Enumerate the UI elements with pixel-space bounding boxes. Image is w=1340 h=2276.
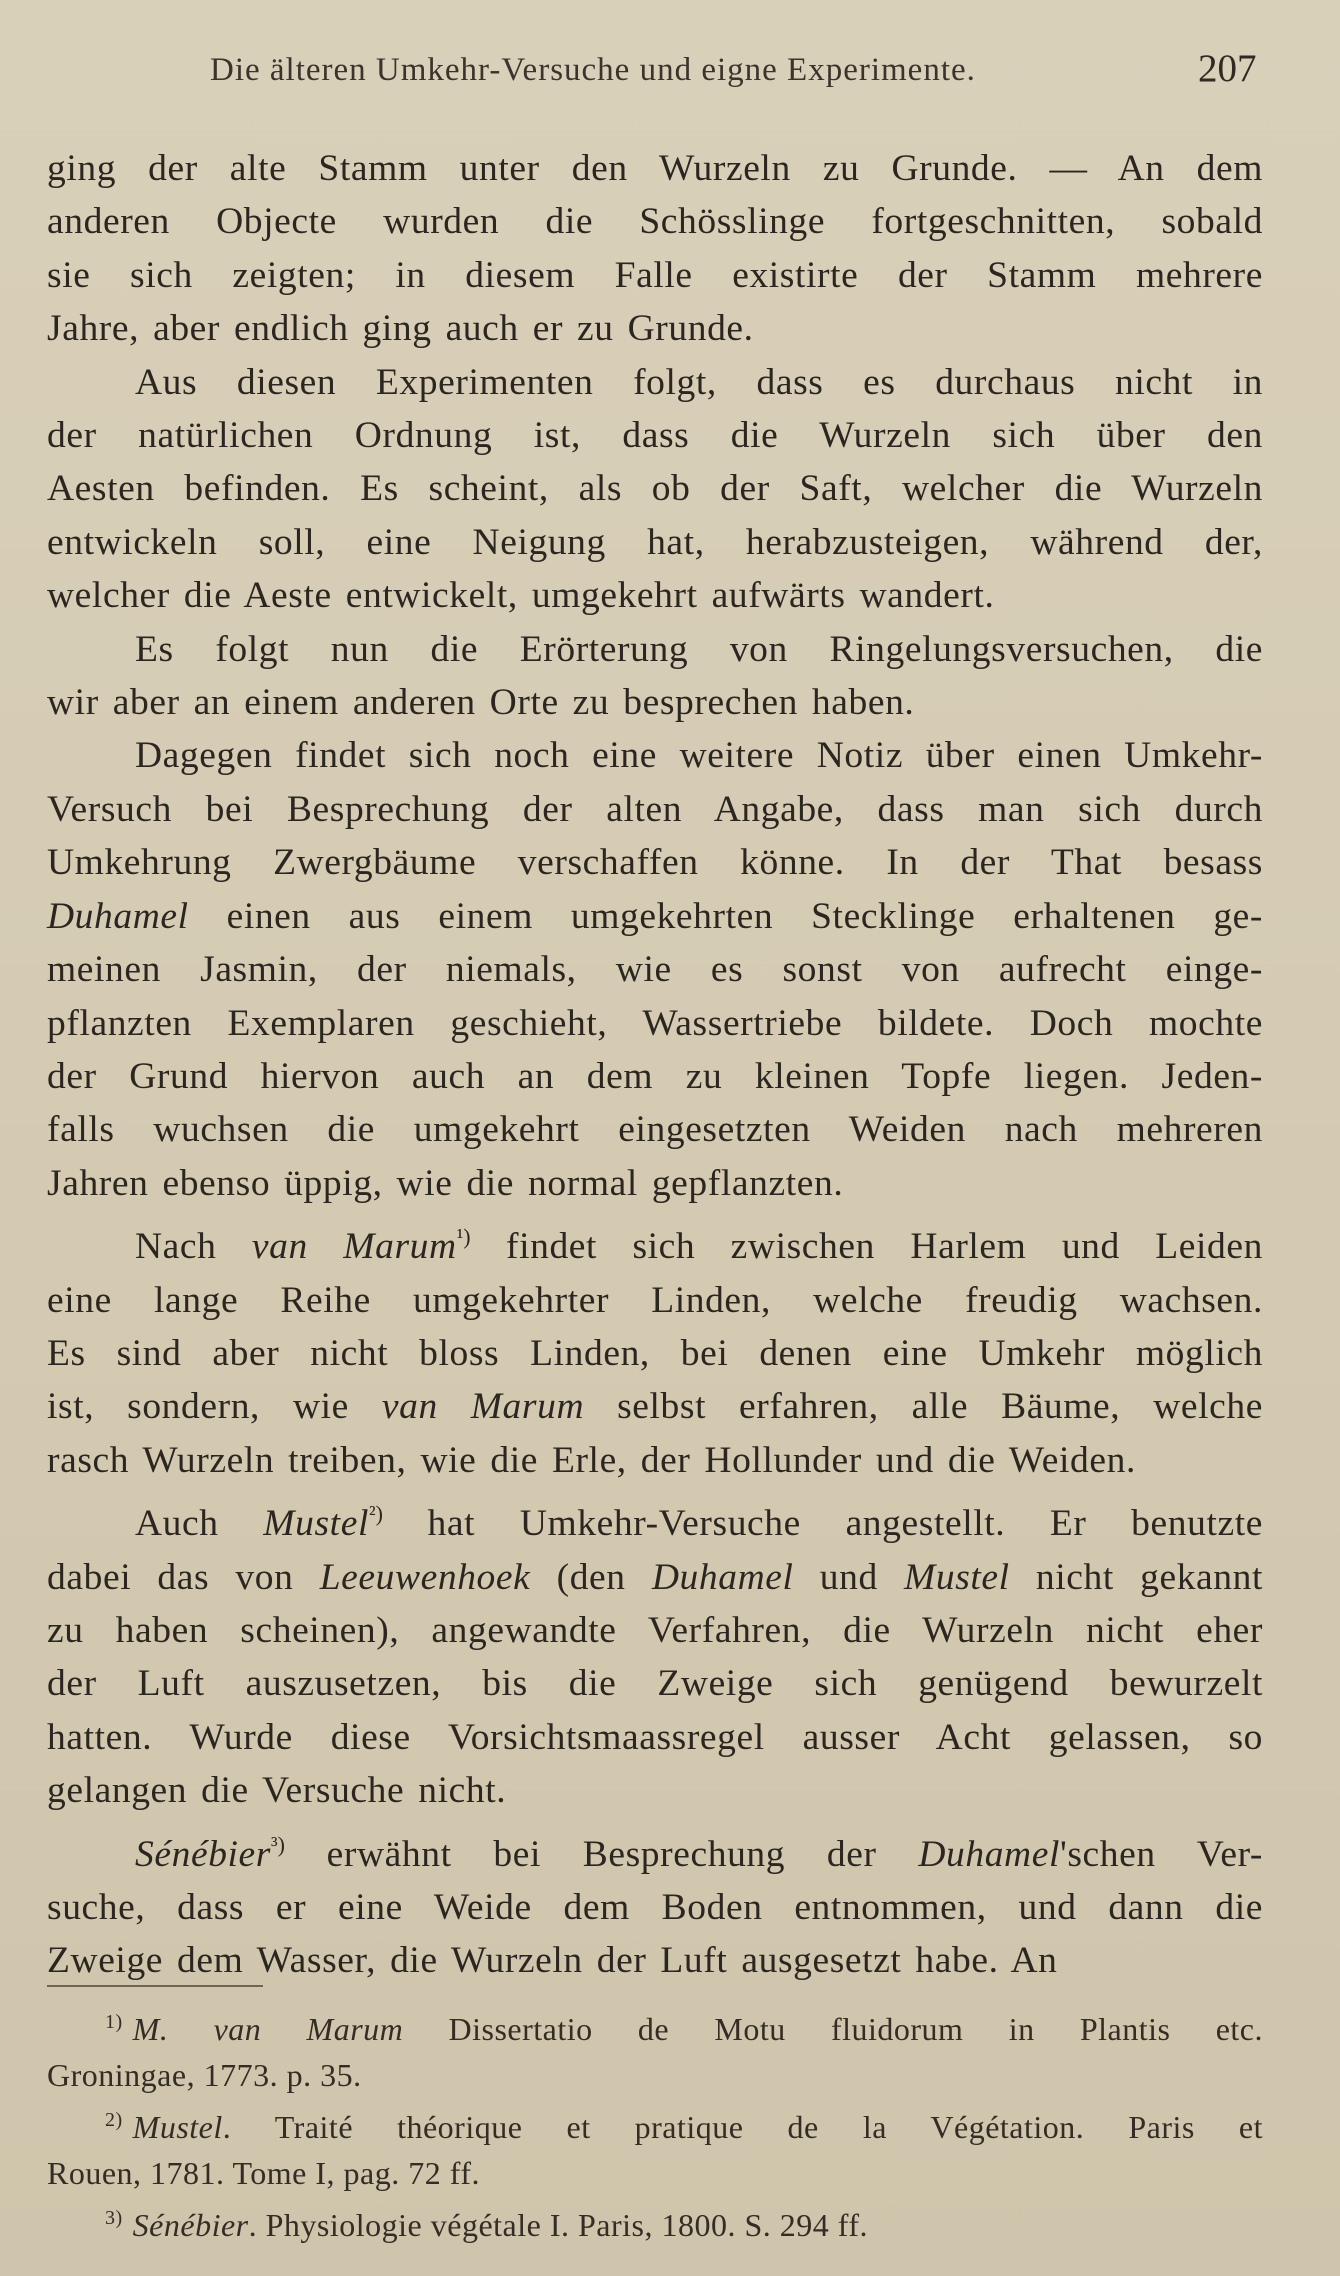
text-line: dabei das von Leeuwenhoek (den Duhamel und Mustel nicht gekannt <box>47 1556 1264 1598</box>
text-line: Duhamel einen aus einem umgekehrten Stecklinge erhaltenen ge- <box>47 895 1263 937</box>
running-head <box>0 46 1340 106</box>
footnote <box>47 2098 1263 2196</box>
footnote <box>47 2000 1263 2098</box>
text-line: welcher die Aeste entwickelt, umgekehrt aufwärts wandert. <box>47 575 995 617</box>
text-line: Es folgt nun die Erörterung von Ringelungsversuchen, die <box>135 628 1263 670</box>
footnote-rule <box>47 1985 263 1987</box>
text-line: Auch Mustel$^{^2)}$ hat Umkehr-Versuche angestellt. Er benutzte <box>135 1501 1263 1545</box>
text-line: der natürlichen Ordnung ist, dass die Wurzeln sich über den <box>47 415 1263 457</box>
text-line: der Grund hiervon auch an dem zu kleinen Topfe liegen. Jeden- <box>47 1055 1263 1097</box>
text-line: Aesten befinden. Es scheint, als ob der Saft, welcher die Wurzeln <box>47 468 1263 510</box>
running-title: Die älteren Umkehr-Versuche und eigne Experimente. <box>210 52 976 88</box>
text-line: Zweige dem Wasser, die Wurzeln der Luft ausgesetzt habe. An <box>47 1940 1058 1982</box>
footnote-text: Groningae, 1773. p. 35. <box>47 2056 362 2093</box>
text-line: ist, sondern, wie van Marum selbst erfahren, alle Bäume, welche <box>47 1386 1263 1428</box>
text-line: entwickeln soll, eine Neigung hat, herabzusteigen, während der, <box>47 521 1263 563</box>
footnote <box>47 2196 1263 2249</box>
text-line: sie sich zeigten; in diesem Falle existirte der Stamm mehrere <box>47 254 1263 296</box>
text-line: hatten. Wurde diese Vorsichtsmaassregel ausser Acht gelassen, so <box>47 1716 1263 1758</box>
paragraph <box>47 142 1263 356</box>
text-line: Versuch bei Besprechung der alten Angabe, dass man sich durch <box>47 788 1263 830</box>
footnote-text: Mustel. Traité théorique et pratique de la Végétation. Paris et <box>132 2109 1263 2145</box>
footnote-text: Rouen, 1781. Tome I, pag. 72 ff. <box>47 2154 480 2191</box>
footnote-text: Sénébier. Physiologie végétale I. Paris, 1800. S. 294 ff. <box>132 2207 869 2243</box>
paragraph <box>47 729 1263 1210</box>
page-number: 207 <box>1198 47 1257 90</box>
text-line: meinen Jasmin, der niemals, wie es sonst von aufrecht einge- <box>47 949 1263 991</box>
text-line: falls wuchsen die umgekehrt eingesetzten Weiden nach mehreren <box>47 1109 1263 1151</box>
footnote-line <box>47 2151 1263 2197</box>
footnote-text: M. van Marum Dissertatio de Motu fluidorum in Plantis etc. <box>132 2011 1264 2047</box>
body-text <box>47 142 1263 1988</box>
text-line: wir aber an einem anderen Orte zu besprechen haben. <box>47 682 915 724</box>
text-line: Es sind aber nicht bloss Linden, bei denen eine Umkehr möglich <box>47 1332 1263 1374</box>
text-line: Sénébier$^{^3)}$ erwähnt bei Besprechung der Duhamel'schen Ver- <box>135 1831 1264 1875</box>
text-line: anderen Objecte wurden die Schösslinge fortgeschnitten, sobald <box>47 201 1263 243</box>
text-line: suche, dass er eine Weide dem Boden entnommen, und dann die <box>47 1887 1263 1928</box>
footnote-line <box>47 2053 1263 2099</box>
paragraph <box>47 1487 1263 1817</box>
footnote-line <box>47 2196 1263 2249</box>
text-line: Jahren ebenso üppig, wie die normal gepflanzten. <box>47 1162 844 1204</box>
paragraph <box>47 623 1263 730</box>
paragraph <box>47 1210 1263 1487</box>
footnotes <box>47 2000 1263 2249</box>
footnote-marker: 1) <box>105 2011 123 2033</box>
text-line: Nach van Marum$^{^1)}$ findet sich zwischen Harlem und Leiden <box>135 1224 1263 1268</box>
text-line: der Luft auszusetzen, bis die Zweige sich genügend bewurzelt <box>47 1663 1263 1705</box>
text-line: Dagegen findet sich noch eine weitere Notiz über einen Umkehr- <box>135 735 1263 777</box>
text-line: rasch Wurzeln treiben, wie die Erle, der Hollunder und die Weiden. <box>47 1439 1136 1481</box>
footnote-marker: 3) <box>105 2207 123 2229</box>
text-line: gelangen die Versuche nicht. <box>47 1770 507 1812</box>
text-line: Aus diesen Experimenten folgt, dass es durchaus nicht in <box>135 361 1263 403</box>
footnote-marker: 2) <box>105 2109 123 2131</box>
text-line: pflanzten Exemplaren geschieht, Wassertriebe bildete. Doch mochte <box>47 1002 1263 1044</box>
paragraph <box>47 356 1263 623</box>
footnote-line <box>47 2000 1263 2053</box>
footnote-line <box>47 2098 1263 2151</box>
text-line: eine lange Reihe umgekehrter Linden, welche freudig wachsen. <box>47 1279 1263 1321</box>
text-line: ging der alte Stamm unter den Wurzeln zu Grunde. — An dem <box>47 148 1263 189</box>
text-line: zu haben scheinen), angewandte Verfahren, die Wurzeln nicht eher <box>47 1609 1263 1651</box>
text-line: Umkehrung Zwergbäume verschaffen könne. In der That besass <box>47 842 1263 884</box>
text-line: Jahre, aber endlich ging auch er zu Grunde. <box>47 308 754 350</box>
paragraph <box>47 1818 1263 1988</box>
